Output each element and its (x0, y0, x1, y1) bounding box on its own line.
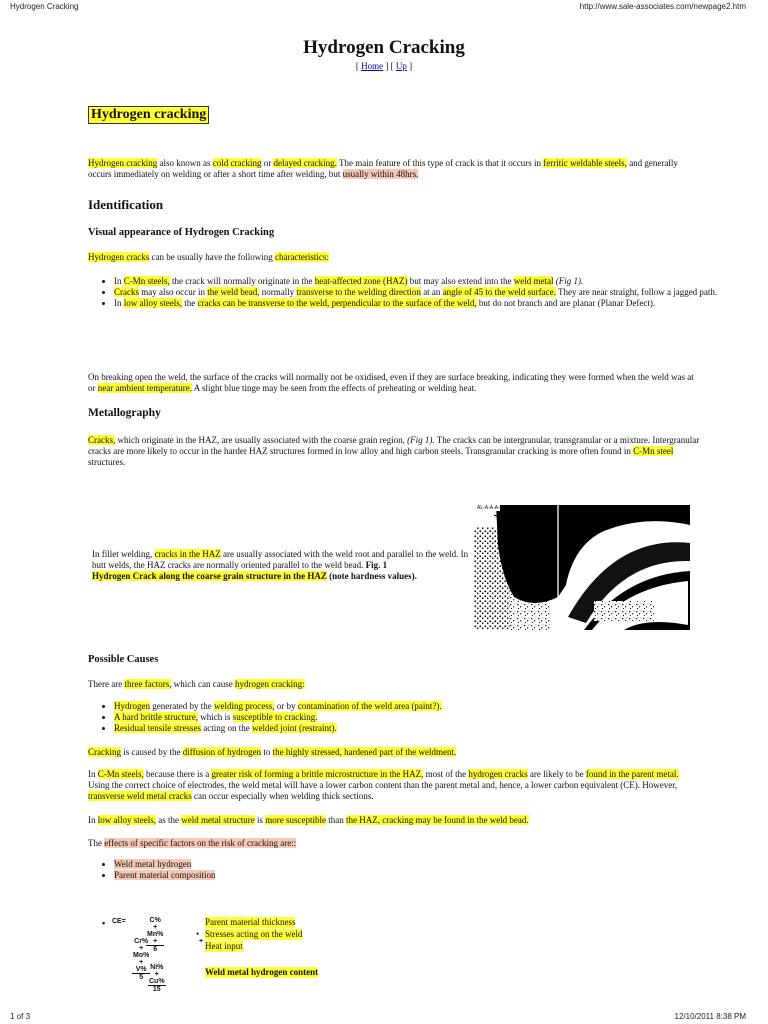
header-title: Hydrogen Cracking (10, 2, 79, 11)
causes-bullets (88, 701, 729, 734)
factor-weld-hydrogen: Weld metal hydrogen content (205, 967, 319, 977)
nav-links: [ Home ] [ Up ] (355, 61, 413, 71)
list-item: • Hydrogen generated by the welding process, or by contamination of the weld area (paint?). (114, 701, 729, 712)
print-header (0, 0, 768, 14)
figure-label: AL-A-A-A- (477, 505, 500, 511)
factor-stresses: Stresses acting on the weld (205, 929, 303, 939)
figure-caption: In fillet welding, cracks in the HAZ are usually associated with the weld root and parallel to the weld. In butt welds, the HAZ cracks are normally oriented parallel to the weld bead. Fig. 1 Hydrogen Crack along the coarse grain structure in the HAZ (note hardness values). (92, 549, 469, 581)
micrograph-image (474, 505, 690, 630)
ce-fraction-3: $\frac{Ni\% + Cu\%}{15}$ (149, 964, 165, 993)
list-item: • A hard brittle structure, which is susceptible to cracking. (114, 712, 729, 723)
visual-bullets (88, 276, 729, 309)
cmn-paragraph: In C-Mn steels, because there is a greater risk of forming a brittle microstructure in the HAZ, most of the hydrogen cracks are likely to be found in the parent metal. Using the correct choice of electrodes, the weld metal will have a lower carbon content than the parent metal and, hence, a lower carbon equivalent (CE). However, transverse weld metal cracks can occur especially when welding thick sections. (88, 769, 679, 801)
visual-intro: Hydrogen cracks can be usually have the following characteristics: (88, 252, 329, 262)
list-item: • Weld metal hydrogen (114, 859, 729, 870)
visual-heading: Visual appearance of Hydrogen Cracking (88, 227, 275, 238)
metallography-paragraph: Cracks, which originate in the HAZ, are usually associated with the coarse grain region, (Fig 1). The cracks can be intergranular, transgranular or a mixture. Intergranular cracks are more likely to occur in the harder HAZ structures formed in low alloy and high carbon steels. Transgranular cracking is more often found in C-Mn steel structures. (88, 435, 700, 467)
possible-causes-heading: Possible Causes (88, 654, 159, 665)
section-title: Hydrogen cracking (88, 106, 209, 124)
metallography-heading: Metallography (88, 407, 161, 419)
list-item: • In low alloy steels, the cracks can be transverse to the weld, perpendicular to the surface of the weld, but do not branch and are planar (Planar Defect). (114, 298, 729, 309)
effects-paragraph: The effects of specific factors on the risk of cracking are:: (88, 838, 297, 848)
list-item: • In C-Mn steels, the crack will normally originate in the heat-affected zone (HAZ) but may also extend into the weld metal (Fig 1). (114, 276, 729, 287)
breaking-paragraph: On breaking open the weld, the surface of the cracks will normally not be oxidised, even if they are surface breaking, indicating they were formed when the weld was at or near ambient temperature. A slight blue tinge may be seen from the effects of preheating or welding heat. (88, 372, 694, 393)
ce-fraction-1: $\frac{C\% + Mn\% +}{6}$ (147, 917, 164, 953)
low-alloy-paragraph: In low alloy steels, as the weld metal structure is more susceptible than the HAZ, cracking may be found in the weld bead. (88, 815, 529, 825)
home-link[interactable]: Home (361, 61, 384, 71)
effects-bullets (88, 859, 729, 881)
page-title: Hydrogen Cracking (303, 37, 465, 58)
ce-fraction-2: $\frac{Cr\% + Mo\% + V\%}{5}$ (133, 938, 150, 981)
list-item: • Residual tensile stresses acting on the welded joint (restraint). (114, 723, 729, 734)
header-url: http://www.sale-associates.com/newpage2.htm (579, 2, 746, 11)
factor-thickness: Parent material thickness (205, 917, 296, 927)
factor-heat-input: Heat input (205, 941, 243, 951)
causes-intro: There are three factors, which can cause hydrogen cracking: (88, 679, 305, 689)
footer-page-count: 1 of 3 (10, 1012, 31, 1021)
micrograph-figure (474, 505, 690, 630)
intro-paragraph: Hydrogen cracking also known as cold cracking or delayed cracking. The main feature of this type of crack is that it occurs in ferritic weldable steels, and generally occurs immediately on welding or after a short time after welding, but usually within 48hrs. (88, 158, 678, 179)
ce-label: CE= (112, 918, 126, 925)
list-item: • Cracks may also occur in the weld bead, normally transverse to the welding direction at an angle of 45 to the weld surface. They are near straight, follow a jagged path. (114, 287, 729, 298)
up-link[interactable]: Up (395, 61, 407, 71)
list-item: • Parent material composition (114, 870, 729, 881)
footer-date: 12/10/2011 8:38 PM (674, 1012, 746, 1021)
diffusion-paragraph: Cracking is caused by the diffusion of hydrogen to the highly stressed, hardened part of the weldment. (88, 747, 457, 757)
identification-heading: Identification (88, 197, 164, 212)
